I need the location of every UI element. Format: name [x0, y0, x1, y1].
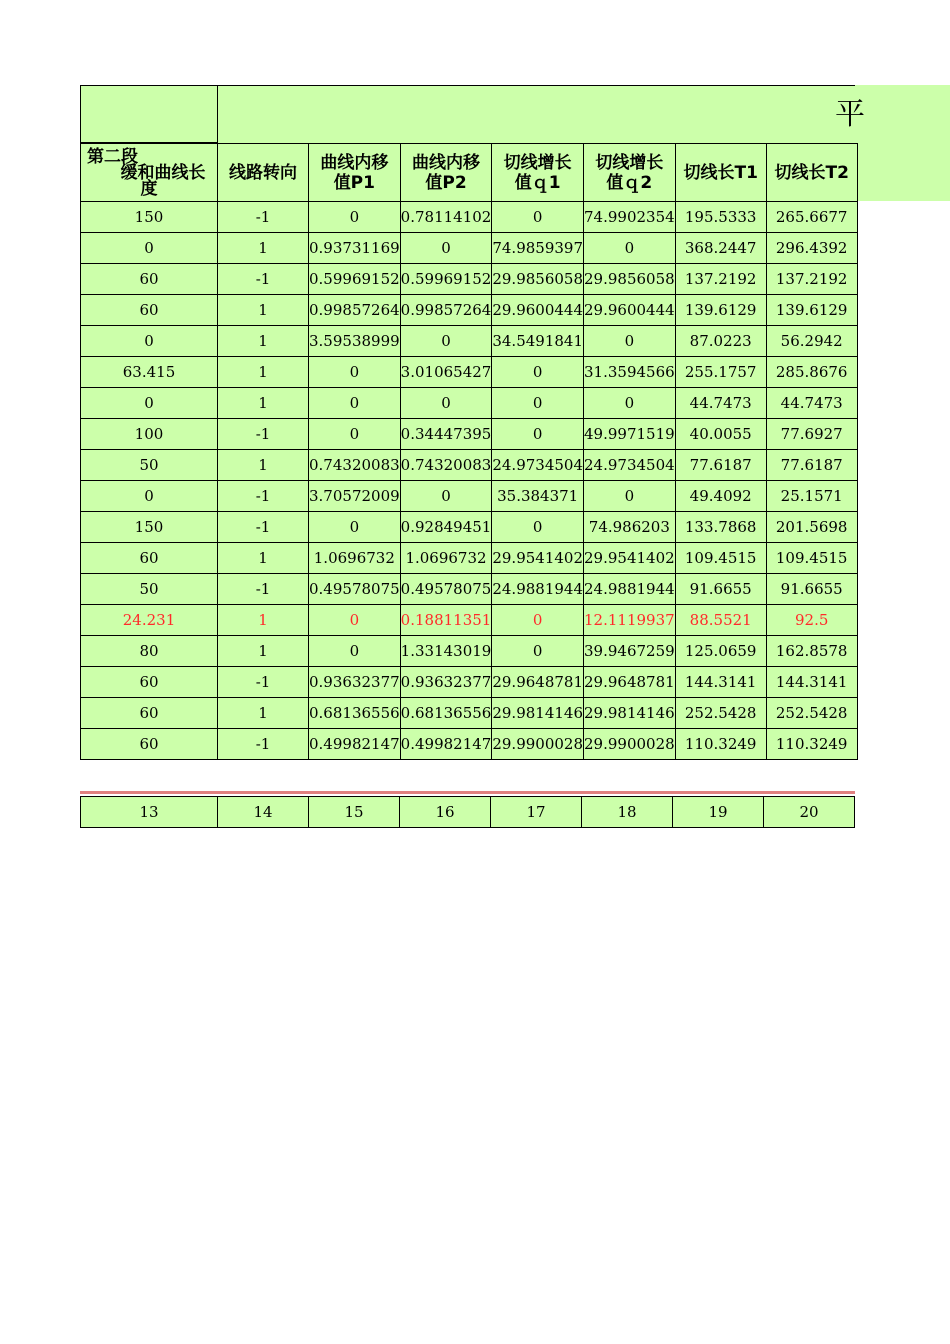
table-cell[interactable]: 31.3594566	[584, 357, 676, 388]
table-cell[interactable]: 77.6187	[675, 450, 766, 481]
table-cell[interactable]: 34.5491841	[492, 326, 584, 357]
table-cell[interactable]: 3.59538999	[309, 326, 401, 357]
table-cell[interactable]: 195.5333	[675, 202, 766, 233]
table-cell[interactable]: 0.34447395	[400, 419, 492, 450]
table-cell[interactable]: 0.92849451	[400, 512, 492, 543]
table-cell[interactable]: 0	[309, 357, 401, 388]
table-cell[interactable]: 77.6927	[766, 419, 857, 450]
table-row	[81, 264, 858, 295]
table-cell[interactable]: 0	[309, 202, 401, 233]
table-cell[interactable]: 252.5428	[675, 698, 766, 729]
table-row	[81, 512, 858, 543]
table-cell[interactable]: 49.9971519	[584, 419, 676, 450]
table-cell[interactable]: 109.4515	[675, 543, 766, 574]
table-cell[interactable]: 24.9734504	[492, 450, 584, 481]
table-row	[81, 481, 858, 512]
table-cell[interactable]: 0	[492, 388, 584, 419]
table-cell[interactable]: 137.2192	[766, 264, 857, 295]
table-row	[81, 450, 858, 481]
table-cell[interactable]: 29.9856058	[492, 264, 584, 295]
table-cell[interactable]: 44.7473	[766, 388, 857, 419]
table-cell[interactable]: 0	[309, 512, 401, 543]
table-row	[81, 388, 858, 419]
table-cell[interactable]: 1.33143019	[400, 636, 492, 667]
header-cell-tangent-t2[interactable]: 切线长T2	[766, 144, 857, 202]
table-cell[interactable]: 296.4392	[766, 233, 857, 264]
table-cell[interactable]: 29.9814146	[584, 698, 676, 729]
table-cell[interactable]: 3.70572009	[309, 481, 401, 512]
table-row	[81, 636, 858, 667]
table-cell[interactable]: 29.9856058	[584, 264, 676, 295]
table-cell[interactable]: 91.6655	[675, 574, 766, 605]
table-cell[interactable]: 0	[584, 388, 676, 419]
table-cell[interactable]: 60	[81, 264, 218, 295]
header-cell-tangent-q1[interactable]: 切线增长 值ｑ1	[492, 144, 584, 202]
table-cell[interactable]: 0.68136556	[400, 698, 492, 729]
table-cell[interactable]: 87.0223	[675, 326, 766, 357]
table-cell[interactable]: 24.9734504	[584, 450, 676, 481]
table-cell[interactable]: 201.5698	[766, 512, 857, 543]
table-cell[interactable]: 25.1571	[766, 481, 857, 512]
table-cell[interactable]: 139.6129	[766, 295, 857, 326]
table-cell[interactable]: 0	[584, 481, 676, 512]
table-cell[interactable]: 60	[81, 543, 218, 574]
header-cell-shift-p2[interactable]: 曲线内移 值P2	[400, 144, 492, 202]
table-cell[interactable]: 1	[218, 357, 309, 388]
table-cell[interactable]: 0	[81, 481, 218, 512]
table-row	[81, 357, 858, 388]
table-cell[interactable]: 125.0659	[675, 636, 766, 667]
table-row	[81, 667, 858, 698]
table-cell[interactable]: -1	[218, 574, 309, 605]
separator-line	[80, 791, 855, 794]
table-cell[interactable]: 40.0055	[675, 419, 766, 450]
header-top-left-cell[interactable]	[80, 85, 217, 143]
sheet-title: 平	[835, 97, 865, 132]
table-cell[interactable]: 137.2192	[675, 264, 766, 295]
table-cell[interactable]: 74.9902354	[584, 202, 676, 233]
table-cell[interactable]: 80	[81, 636, 218, 667]
table-cell[interactable]: 0.49982147	[400, 729, 492, 760]
table-row	[81, 419, 858, 450]
column-number-table	[80, 796, 855, 828]
table-cell[interactable]: 0.74320083	[400, 450, 492, 481]
table-cell[interactable]: 162.8578	[766, 636, 857, 667]
table-cell[interactable]: 0	[400, 388, 492, 419]
table-cell[interactable]: 285.8676	[766, 357, 857, 388]
table-cell[interactable]: 0.59969152	[309, 264, 401, 295]
table-cell[interactable]: -1	[218, 481, 309, 512]
table-cell[interactable]: 265.6677	[766, 202, 857, 233]
table-cell[interactable]: 0	[309, 388, 401, 419]
table-cell[interactable]: 1.0696732	[309, 543, 401, 574]
table-cell[interactable]: 133.7868	[675, 512, 766, 543]
table-row	[81, 698, 858, 729]
header-title-cell[interactable]	[217, 85, 865, 143]
table-cell[interactable]: 1	[218, 543, 309, 574]
header-cell-tangent-q2[interactable]: 切线增长 值ｑ2	[584, 144, 676, 202]
table-cell[interactable]: 144.3141	[766, 667, 857, 698]
table-cell[interactable]: 50	[81, 574, 218, 605]
table-row	[81, 605, 858, 636]
table-cell[interactable]: 56.2942	[766, 326, 857, 357]
table-cell[interactable]: 0	[309, 605, 401, 636]
header-cell-shift-p1[interactable]: 曲线内移 值P1	[309, 144, 401, 202]
table-cell[interactable]: 0	[400, 233, 492, 264]
table-cell[interactable]: 74.9859397	[492, 233, 584, 264]
table-cell[interactable]: 77.6187	[766, 450, 857, 481]
table-cell[interactable]: 0.49578075	[400, 574, 492, 605]
table-cell[interactable]: 1	[218, 326, 309, 357]
table-cell[interactable]: 29.9648781	[492, 667, 584, 698]
table-cell[interactable]: 1	[218, 698, 309, 729]
table-cell[interactable]: 1.0696732	[400, 543, 492, 574]
column-number-cell[interactable]: 19	[673, 797, 764, 828]
table-cell[interactable]: 29.9648781	[584, 667, 676, 698]
table-cell[interactable]: 24.9881944	[584, 574, 676, 605]
table-cell[interactable]: 368.2447	[675, 233, 766, 264]
table-cell[interactable]: 139.6129	[675, 295, 766, 326]
table-cell[interactable]: 0.49982147	[309, 729, 401, 760]
table-cell[interactable]: 255.1757	[675, 357, 766, 388]
table-cell[interactable]: 0	[584, 233, 676, 264]
header-cell-turn-direction[interactable]: 线路转向	[218, 144, 309, 202]
table-cell[interactable]: 109.4515	[766, 543, 857, 574]
table-cell[interactable]: -1	[218, 202, 309, 233]
table-cell[interactable]: 24.9881944	[492, 574, 584, 605]
table-cell[interactable]: 0	[492, 357, 584, 388]
table-cell[interactable]: 0	[492, 636, 584, 667]
table-cell[interactable]: 0.59969152	[400, 264, 492, 295]
table-cell[interactable]: 12.1119937	[584, 605, 676, 636]
data-table	[80, 143, 858, 760]
table-cell[interactable]: 29.9600444	[492, 295, 584, 326]
table-cell[interactable]: 74.986203	[584, 512, 676, 543]
table-cell[interactable]: 0	[81, 326, 218, 357]
table-cell[interactable]: 0	[400, 481, 492, 512]
table-cell[interactable]: 1	[218, 605, 309, 636]
column-number-cell[interactable]: 18	[582, 797, 673, 828]
table-row	[81, 326, 858, 357]
table-cell[interactable]: 110.3249	[766, 729, 857, 760]
table-cell[interactable]: 0.68136556	[309, 698, 401, 729]
table-cell[interactable]: 1	[218, 450, 309, 481]
table-cell[interactable]: 0	[400, 326, 492, 357]
table-cell[interactable]: 0	[81, 388, 218, 419]
table-cell[interactable]: -1	[218, 264, 309, 295]
table-cell[interactable]: 150	[81, 512, 218, 543]
table-cell[interactable]: 0	[492, 202, 584, 233]
header-cell-transition-length[interactable]: 第二段 缓和曲线长 度	[81, 144, 218, 202]
column-number-cell[interactable]: 20	[764, 797, 855, 828]
table-cell[interactable]: 252.5428	[766, 698, 857, 729]
header-cell-tangent-t1[interactable]: 切线长T1	[675, 144, 766, 202]
table-cell[interactable]: -1	[218, 512, 309, 543]
table-cell[interactable]: 0.18811351	[400, 605, 492, 636]
table-cell[interactable]: 49.4092	[675, 481, 766, 512]
table-cell[interactable]: 91.6655	[766, 574, 857, 605]
column-number-cell[interactable]: 13	[81, 797, 218, 828]
table-cell[interactable]: 0.99857264	[309, 295, 401, 326]
table-cell[interactable]: 39.9467259	[584, 636, 676, 667]
table-cell[interactable]: -1	[218, 667, 309, 698]
table-cell[interactable]: 0	[584, 326, 676, 357]
table-cell[interactable]: -1	[218, 419, 309, 450]
table-cell[interactable]: 44.7473	[675, 388, 766, 419]
table-row	[81, 295, 858, 326]
table-row	[81, 574, 858, 605]
header-row	[81, 144, 858, 202]
table-cell[interactable]: 0.49578075	[309, 574, 401, 605]
column-number-cell[interactable]: 16	[400, 797, 491, 828]
table-cell[interactable]: 100	[81, 419, 218, 450]
table-cell[interactable]: 1	[218, 233, 309, 264]
table-cell[interactable]: 1	[218, 295, 309, 326]
column-number-cell[interactable]: 15	[309, 797, 400, 828]
table-row	[81, 233, 858, 264]
table-cell[interactable]: 0.78114102	[400, 202, 492, 233]
table-cell[interactable]: 29.9814146	[492, 698, 584, 729]
table-cell[interactable]: 110.3249	[675, 729, 766, 760]
table-row	[81, 543, 858, 574]
table-cell[interactable]: 0	[492, 512, 584, 543]
table-cell[interactable]: -1	[218, 729, 309, 760]
table-cell[interactable]: 0	[309, 636, 401, 667]
table-cell[interactable]: 1	[218, 636, 309, 667]
table-cell[interactable]: 60	[81, 667, 218, 698]
table-cell[interactable]: 0.93632377	[400, 667, 492, 698]
table-cell[interactable]: 29.9600444	[584, 295, 676, 326]
column-number-row	[81, 797, 855, 828]
table-cell[interactable]: 0	[81, 233, 218, 264]
table-cell[interactable]: 60	[81, 295, 218, 326]
table-cell[interactable]: 3.01065427	[400, 357, 492, 388]
table-cell[interactable]: 0.93632377	[309, 667, 401, 698]
table-row	[81, 202, 858, 233]
table-cell[interactable]: 150	[81, 202, 218, 233]
table-cell[interactable]: 1	[218, 388, 309, 419]
table-cell[interactable]: 35.384371	[492, 481, 584, 512]
table-cell[interactable]: 0.74320083	[309, 450, 401, 481]
table-cell[interactable]: 144.3141	[675, 667, 766, 698]
table-cell[interactable]: 24.231	[81, 605, 218, 636]
table-cell[interactable]: 0.99857264	[400, 295, 492, 326]
table-cell[interactable]: 60	[81, 729, 218, 760]
table-cell[interactable]: 0	[492, 419, 584, 450]
table-cell[interactable]: 29.9900028	[584, 729, 676, 760]
column-number-cell[interactable]: 14	[218, 797, 309, 828]
table-cell[interactable]: 0.93731169	[309, 233, 401, 264]
table-cell[interactable]: 0	[492, 605, 584, 636]
table-cell[interactable]: 63.415	[81, 357, 218, 388]
table-cell[interactable]: 60	[81, 698, 218, 729]
table-cell[interactable]: 29.9541402	[584, 543, 676, 574]
table-cell[interactable]: 29.9541402	[492, 543, 584, 574]
table-cell[interactable]: 0	[309, 419, 401, 450]
table-cell[interactable]: 92.5	[766, 605, 857, 636]
table-cell[interactable]: 88.5521	[675, 605, 766, 636]
table-cell[interactable]: 29.9900028	[492, 729, 584, 760]
table-cell[interactable]: 50	[81, 450, 218, 481]
column-number-cell[interactable]: 17	[491, 797, 582, 828]
table-row	[81, 729, 858, 760]
